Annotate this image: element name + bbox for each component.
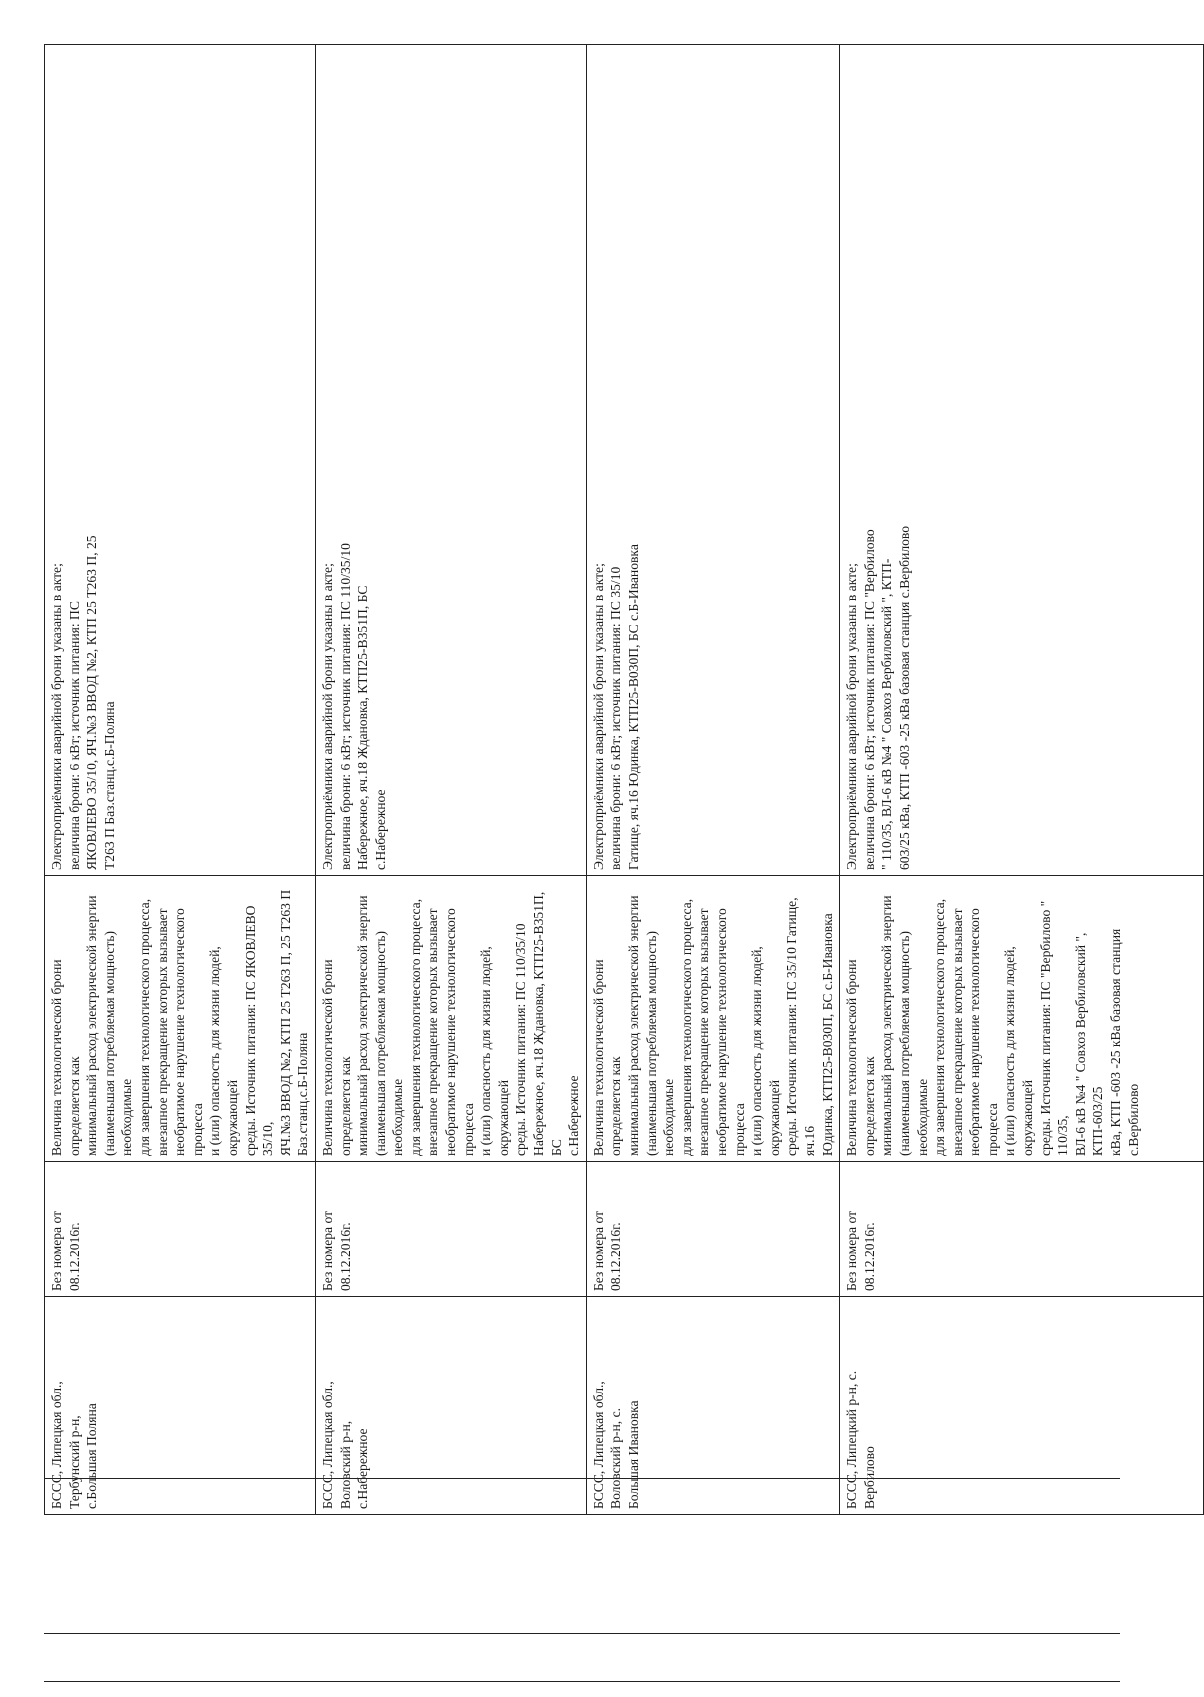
act-cell: Без номера от 08.12.2016г. [45, 1162, 316, 1297]
horizontal-rule [44, 1681, 1120, 1682]
table-row [315, 45, 586, 1515]
technological-reserve-cell: Величина технологической брони определяется как минимальный расход электрической энергии (наименьшая потребляемая мощность) необходимые для завершения технологического процесса, внезапное прекращение которых вызывает необратимое нарушение технологического процесса и (или) опасность для жизни людей, окружающей среды. Источник питания: ПС "Вербилово " 110/35, ВЛ-6 кВ №4 " Совхоз Вербиловский ", КТП-603/25 кВа, КТП -603 -25 кВа базовая станция с.Вербилово [840, 876, 1204, 1162]
technological-reserve-cell: Величина технологической брони определяется как минимальный расход электрической энергии (наименьшая потребляемая мощность) необходимые для завершения технологического процесса, внезапное прекращение которых вызывает необратимое нарушение технологического процесса и (или) опасность для жизни людей, окружающей среды. Источник питания: ПС 35/10 Гатище, яч.16 Юдинка, КТП25-В030П, БС с.Б-Ивановка [586, 876, 839, 1162]
act-cell: Без номера от 08.12.2016г. [840, 1162, 1204, 1297]
table-row [586, 45, 839, 1515]
location-cell: БССС, Липецкая обл., Воловский р-н, с. Большая Ивановка [586, 1297, 839, 1515]
reservation-table [44, 44, 1204, 1515]
horizontal-rule [44, 1633, 1120, 1634]
horizontal-rule [44, 1478, 1120, 1479]
rotated-table-area [44, 45, 1141, 1515]
table-row [840, 45, 1204, 1515]
location-cell: БССС, Липецкая обл., Тербунский р-н, с.Большая Поляна [45, 1297, 316, 1515]
location-cell: БССС, Липецкая обл., Воловский р-н, с.Набережное [315, 1297, 586, 1515]
location-cell: БССС, Липецкий р-н, с. Вербилово [840, 1297, 1204, 1515]
emergency-reserve-cell: Электроприёмники аварийной брони указаны в акте; величина брони: 6 кВт; источник питания: ПС "Вербилово " 110/35, ВЛ-6 кВ №4 " Совхоз Вербиловский ", КТП- 603/25 кВа, КТП -603 -25 кВа базовая станция с.Вербилово [840, 45, 1204, 876]
act-cell: Без номера от 08.12.2016г. [315, 1162, 586, 1297]
emergency-reserve-cell: Электроприёмники аварийной брони указаны в акте; величина брони: 6 кВт; источник питания: ПС 110/35/10 Набережное, яч.18 Ждановка, КТП25-В351П, БС с.Набережное [315, 45, 586, 876]
technological-reserve-cell: Величина технологической брони определяется как минимальный расход электрической энергии (наименьшая потребляемая мощность) необходимые для завершения технологического процесса, внезапное прекращение которых вызывает необратимое нарушение технологического процесса и (или) опасность для жизни людей, окружающей среды. Источник питания: ПС 110/35/10 Набережное, яч.18 Ждановка, КТП25-В351П, БС с.Набережное [315, 876, 586, 1162]
emergency-reserve-cell: Электроприёмники аварийной брони указаны в акте; величина брони: 6 кВт; источник питания: ПС ЯКОВЛЕВО 35/10, ЯЧ.№3 ВВОД №2, КТП 25 Т263 П, 25 Т263 П Баз.станц.с.Б-Поляна [45, 45, 316, 876]
act-cell: Без номера от 08.12.2016г. [586, 1162, 839, 1297]
emergency-reserve-cell: Электроприёмники аварийной брони указаны в акте; величина брони: 6 кВт; источник питания: ПС 35/10 Гатище, яч.16 Юдинка, КТП25-В030П, БС с.Б-Ивановка [586, 45, 839, 876]
table-row [45, 45, 316, 1515]
technological-reserve-cell: Величина технологической брони определяется как минимальный расход электрической энергии (наименьшая потребляемая мощность) необходимые для завершения технологического процесса, внезапное прекращение которых вызывает необратимое нарушение технологического процесса и (или) опасность для жизни людей, окружающей среды. Источник питания: ПС ЯКОВЛЕВО 35/10, ЯЧ.№3 ВВОД №2, КТП 25 Т263 П, 25 Т263 П Баз.станц.с.Б-Поляна [45, 876, 316, 1162]
